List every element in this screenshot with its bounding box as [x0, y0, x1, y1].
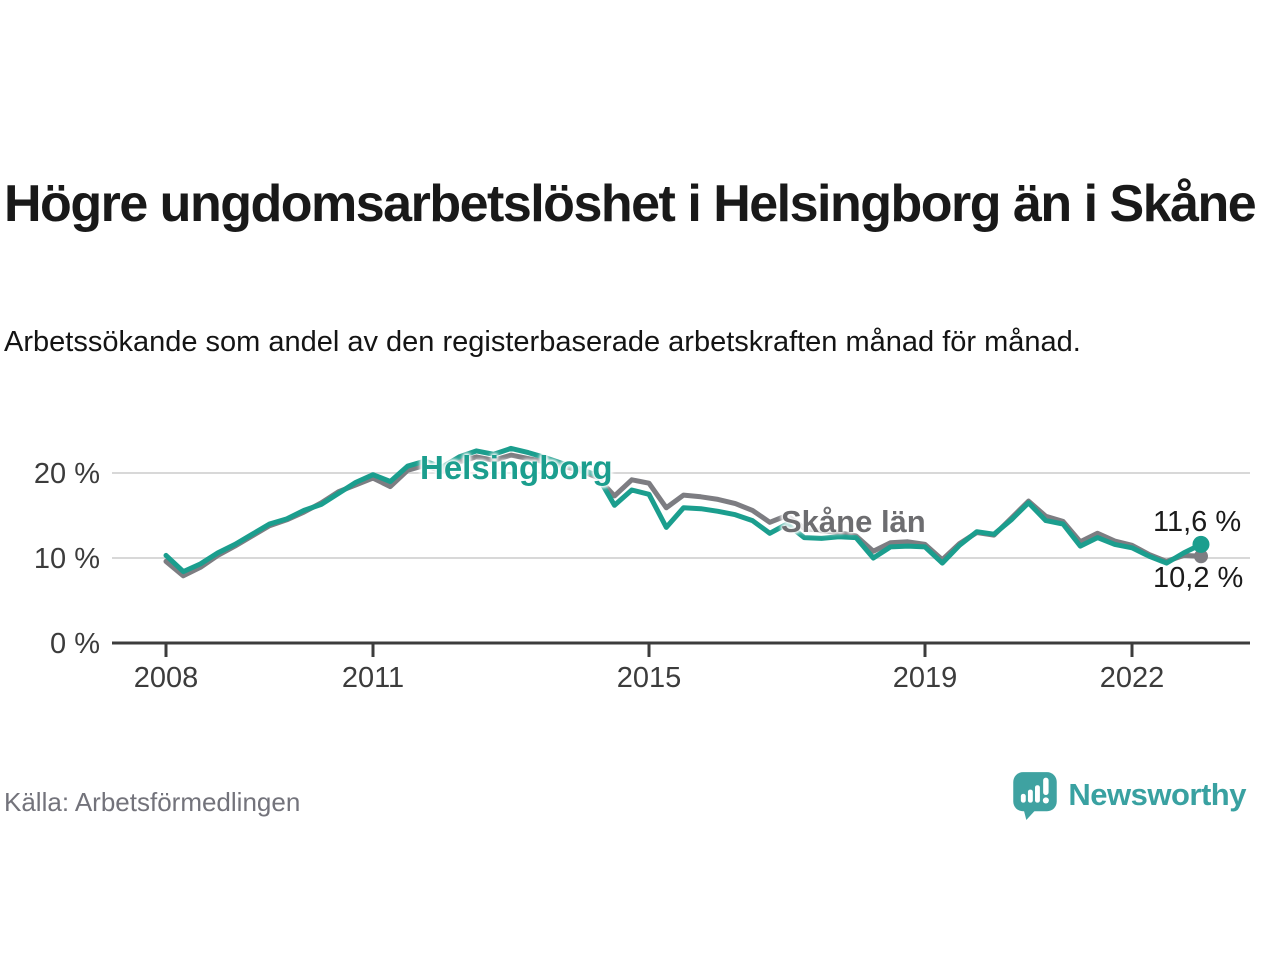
y-tick-label-20: 20 % — [33, 458, 100, 490]
chart-canvas — [0, 420, 1280, 710]
line-chart — [0, 420, 1280, 710]
series-layer — [166, 448, 1210, 575]
end-value-helsingborg: 11,6 % — [1153, 506, 1242, 538]
y-tick-label-10: 10 % — [33, 543, 100, 575]
source-note: Källa: Arbetsförmedlingen — [4, 787, 301, 817]
x-tick-label-2015: 2015 — [616, 662, 682, 694]
x-tick-label-2011: 2011 — [341, 662, 405, 694]
x-tick-label-2022: 2022 — [1099, 662, 1165, 694]
series-label-skane: Skåne län — [781, 504, 926, 539]
x-tick-label-2008: 2008 — [133, 662, 199, 694]
brand-wordmark: Newsworthy — [1068, 777, 1246, 812]
newsworthy-brand — [1013, 770, 1246, 820]
end-value-skane: 10,2 % — [1153, 562, 1244, 594]
x-tick-label-2019: 2019 — [892, 662, 958, 694]
series-line-helsingborg — [166, 448, 1201, 571]
speech-bubble-bar-chart-icon — [1013, 770, 1057, 820]
page-title: Högre ungdomsarbetslöshet i Helsingborg än i Skåne — [4, 174, 1256, 233]
y-tick-label-0: 0 % — [50, 628, 100, 660]
series-label-helsingborg: Helsingborg — [420, 449, 613, 486]
chart-subtitle: Arbetssökande som andel av den registerbaserade arbetskraften månad för månad. — [4, 326, 1081, 358]
